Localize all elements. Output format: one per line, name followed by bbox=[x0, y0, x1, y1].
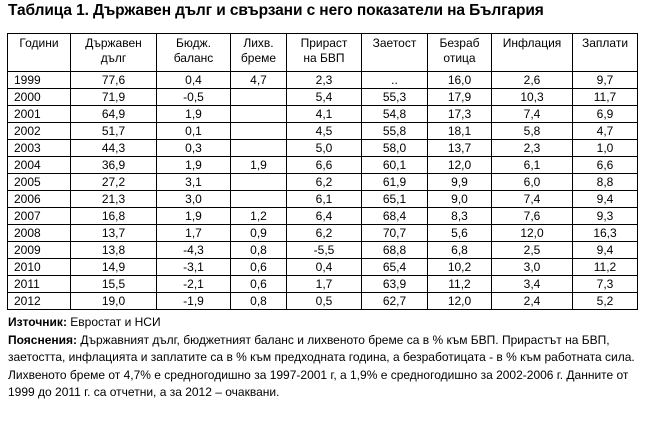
value-cell-public-debt: 16,8 bbox=[71, 208, 157, 225]
value-cell-wages: 8,8 bbox=[573, 174, 638, 191]
value-cell-budget-balance: 1,9 bbox=[157, 157, 231, 174]
value-cell-budget-balance: -1,9 bbox=[157, 293, 231, 310]
value-cell-inflation: 2,5 bbox=[492, 242, 573, 259]
table-row bbox=[8, 191, 638, 208]
table-row bbox=[8, 259, 638, 276]
value-cell-inflation: 5,8 bbox=[492, 123, 573, 140]
table-row bbox=[8, 123, 638, 140]
value-cell-interest-burden: 0,8 bbox=[231, 242, 287, 259]
value-cell-wages: 5,2 bbox=[573, 293, 638, 310]
header-line: Заетост bbox=[372, 36, 417, 50]
value-cell-gdp-growth: 6,2 bbox=[287, 174, 362, 191]
value-cell-inflation: 7,4 bbox=[492, 191, 573, 208]
value-cell-unemployment: 13,7 bbox=[428, 140, 492, 157]
header-line: бреме bbox=[240, 51, 277, 65]
value-cell-employment: .. bbox=[362, 72, 428, 89]
header-employment bbox=[362, 34, 428, 72]
value-cell-gdp-growth: 5,4 bbox=[287, 89, 362, 106]
value-cell-employment: 65,4 bbox=[362, 259, 428, 276]
header-line: Прираст bbox=[300, 36, 348, 50]
value-cell-inflation: 6,1 bbox=[492, 157, 573, 174]
value-cell-unemployment: 11,2 bbox=[428, 276, 492, 293]
value-cell-interest-burden: 1,9 bbox=[231, 157, 287, 174]
value-cell-unemployment: 18,1 bbox=[428, 123, 492, 140]
table-row bbox=[8, 225, 638, 242]
year-cell: 2001 bbox=[8, 106, 71, 123]
source-text: Евростат и НСИ bbox=[66, 315, 161, 329]
header-unemployment bbox=[428, 34, 492, 72]
value-cell-employment: 62,7 bbox=[362, 293, 428, 310]
header-line: Години bbox=[19, 36, 59, 50]
value-cell-employment: 65,1 bbox=[362, 191, 428, 208]
value-cell-unemployment: 12,0 bbox=[428, 157, 492, 174]
value-cell-gdp-growth: 5,0 bbox=[287, 140, 362, 157]
header-line: Заплати bbox=[581, 36, 629, 50]
year-cell: 2002 bbox=[8, 123, 71, 140]
year-cell: 2008 bbox=[8, 225, 71, 242]
header-line: Държавен bbox=[85, 36, 142, 50]
value-cell-employment: 63,9 bbox=[362, 276, 428, 293]
year-cell: 2004 bbox=[8, 157, 71, 174]
value-cell-inflation: 3,4 bbox=[492, 276, 573, 293]
table-row bbox=[8, 242, 638, 259]
value-cell-gdp-growth: 4,1 bbox=[287, 106, 362, 123]
value-cell-inflation: 10,3 bbox=[492, 89, 573, 106]
header-line: на БВП bbox=[303, 51, 345, 65]
header-line: Бюдж. bbox=[176, 36, 211, 50]
value-cell-budget-balance: 1,9 bbox=[157, 208, 231, 225]
value-cell-public-debt: 36,9 bbox=[71, 157, 157, 174]
value-cell-unemployment: 9,9 bbox=[428, 174, 492, 191]
header-wages bbox=[573, 34, 638, 72]
year-cell: 2011 bbox=[8, 276, 71, 293]
year-cell: 1999 bbox=[8, 72, 71, 89]
value-cell-budget-balance: -0,5 bbox=[157, 89, 231, 106]
value-cell-public-debt: 19,0 bbox=[71, 293, 157, 310]
value-cell-unemployment: 10,2 bbox=[428, 259, 492, 276]
value-cell-inflation: 6,0 bbox=[492, 174, 573, 191]
value-cell-interest-burden bbox=[231, 191, 287, 208]
header-gdp-growth bbox=[287, 34, 362, 72]
value-cell-public-debt: 21,3 bbox=[71, 191, 157, 208]
value-cell-wages: 16,3 bbox=[573, 225, 638, 242]
value-cell-interest-burden bbox=[231, 140, 287, 157]
value-cell-gdp-growth: 6,6 bbox=[287, 157, 362, 174]
notes bbox=[8, 314, 638, 402]
value-cell-interest-burden bbox=[231, 89, 287, 106]
table-row bbox=[8, 293, 638, 310]
table-row bbox=[8, 140, 638, 157]
value-cell-inflation: 7,6 bbox=[492, 208, 573, 225]
source-note bbox=[8, 314, 638, 332]
year-cell: 2010 bbox=[8, 259, 71, 276]
table-row bbox=[8, 174, 638, 191]
value-cell-gdp-growth: 4,5 bbox=[287, 123, 362, 140]
header-line: отица bbox=[443, 51, 476, 65]
value-cell-public-debt: 13,8 bbox=[71, 242, 157, 259]
header-line: дълг bbox=[100, 51, 127, 65]
value-cell-gdp-growth: 6,2 bbox=[287, 225, 362, 242]
header-interest-burden bbox=[231, 34, 287, 72]
value-cell-inflation: 2,3 bbox=[492, 140, 573, 157]
explanation-note bbox=[8, 332, 638, 402]
value-cell-unemployment: 17,3 bbox=[428, 106, 492, 123]
value-cell-unemployment: 9,0 bbox=[428, 191, 492, 208]
value-cell-public-debt: 64,9 bbox=[71, 106, 157, 123]
value-cell-employment: 68,8 bbox=[362, 242, 428, 259]
value-cell-budget-balance: -2,1 bbox=[157, 276, 231, 293]
value-cell-employment: 60,1 bbox=[362, 157, 428, 174]
value-cell-unemployment: 5,6 bbox=[428, 225, 492, 242]
value-cell-unemployment: 17,9 bbox=[428, 89, 492, 106]
value-cell-budget-balance: -4,3 bbox=[157, 242, 231, 259]
source-label: Източник: bbox=[8, 315, 67, 329]
value-cell-interest-burden: 1,2 bbox=[231, 208, 287, 225]
year-cell: 2006 bbox=[8, 191, 71, 208]
table-body bbox=[8, 72, 638, 310]
value-cell-wages: 1,0 bbox=[573, 140, 638, 157]
value-cell-budget-balance: 1,7 bbox=[157, 225, 231, 242]
value-cell-gdp-growth: 0,4 bbox=[287, 259, 362, 276]
value-cell-interest-burden: 0,6 bbox=[231, 276, 287, 293]
value-cell-inflation: 3,0 bbox=[492, 259, 573, 276]
value-cell-employment: 70,7 bbox=[362, 225, 428, 242]
value-cell-wages: 9,3 bbox=[573, 208, 638, 225]
value-cell-budget-balance: 0,3 bbox=[157, 140, 231, 157]
header-years bbox=[8, 34, 71, 72]
value-cell-gdp-growth: 2,3 bbox=[287, 72, 362, 89]
header-line: баланс bbox=[173, 51, 214, 65]
header-inflation bbox=[492, 34, 573, 72]
value-cell-employment: 58,0 bbox=[362, 140, 428, 157]
value-cell-wages: 7,3 bbox=[573, 276, 638, 293]
value-cell-budget-balance: -3,1 bbox=[157, 259, 231, 276]
value-cell-interest-burden: 4,7 bbox=[231, 72, 287, 89]
value-cell-budget-balance: 0,1 bbox=[157, 123, 231, 140]
value-cell-inflation: 12,0 bbox=[492, 225, 573, 242]
value-cell-unemployment: 12,0 bbox=[428, 293, 492, 310]
value-cell-gdp-growth: 0,5 bbox=[287, 293, 362, 310]
value-cell-budget-balance: 3,1 bbox=[157, 174, 231, 191]
value-cell-wages: 9,4 bbox=[573, 191, 638, 208]
year-cell: 2005 bbox=[8, 174, 71, 191]
value-cell-interest-burden bbox=[231, 123, 287, 140]
value-cell-wages: 9,7 bbox=[573, 72, 638, 89]
value-cell-employment: 55,8 bbox=[362, 123, 428, 140]
table-title: Таблица 1. Държавен дълг и свързани с него показатели на България bbox=[8, 2, 544, 19]
value-cell-employment: 68,4 bbox=[362, 208, 428, 225]
value-cell-interest-burden bbox=[231, 106, 287, 123]
header-line: Инфлация bbox=[502, 36, 562, 50]
value-cell-inflation: 2,6 bbox=[492, 72, 573, 89]
year-cell: 2007 bbox=[8, 208, 71, 225]
year-cell: 2012 bbox=[8, 293, 71, 310]
year-cell: 2009 bbox=[8, 242, 71, 259]
year-cell: 2000 bbox=[8, 89, 71, 106]
value-cell-employment: 61,9 bbox=[362, 174, 428, 191]
value-cell-gdp-growth: 6,4 bbox=[287, 208, 362, 225]
header-line: Лихв. bbox=[243, 36, 274, 50]
value-cell-unemployment: 16,0 bbox=[428, 72, 492, 89]
value-cell-interest-burden bbox=[231, 174, 287, 191]
value-cell-gdp-growth: -5,5 bbox=[287, 242, 362, 259]
header-line: Безраб bbox=[439, 36, 480, 50]
value-cell-unemployment: 6,8 bbox=[428, 242, 492, 259]
year-cell: 2003 bbox=[8, 140, 71, 157]
value-cell-employment: 55,3 bbox=[362, 89, 428, 106]
value-cell-interest-burden: 0,9 bbox=[231, 225, 287, 242]
value-cell-wages: 9,4 bbox=[573, 242, 638, 259]
table-row bbox=[8, 157, 638, 174]
value-cell-inflation: 7,4 bbox=[492, 106, 573, 123]
value-cell-public-debt: 14,9 bbox=[71, 259, 157, 276]
header-budget-balance bbox=[157, 34, 231, 72]
value-cell-wages: 6,9 bbox=[573, 106, 638, 123]
value-cell-interest-burden: 0,6 bbox=[231, 259, 287, 276]
value-cell-interest-burden: 0,8 bbox=[231, 293, 287, 310]
value-cell-public-debt: 51,7 bbox=[71, 123, 157, 140]
value-cell-budget-balance: 0,4 bbox=[157, 72, 231, 89]
value-cell-employment: 54,8 bbox=[362, 106, 428, 123]
value-cell-public-debt: 13,7 bbox=[71, 225, 157, 242]
indicators-table bbox=[7, 33, 638, 310]
table-row bbox=[8, 276, 638, 293]
value-cell-public-debt: 27,2 bbox=[71, 174, 157, 191]
table-header-row bbox=[8, 34, 638, 72]
value-cell-unemployment: 8,3 bbox=[428, 208, 492, 225]
value-cell-public-debt: 77,6 bbox=[71, 72, 157, 89]
explanation-label: Пояснения: bbox=[8, 332, 78, 347]
table-row bbox=[8, 89, 638, 106]
value-cell-inflation: 2,4 bbox=[492, 293, 573, 310]
table-row bbox=[8, 208, 638, 225]
value-cell-budget-balance: 3,0 bbox=[157, 191, 231, 208]
explanation-text: Държавният дълг, бюджетният баланс и лихвеното бреме са в % към БВП. Прирастът на БВП, заетостта, инфлацията и заплатите са в % към предходната година, а безработицата - в % към работната сила. Лихвеното бреме от 4,7% е средногодишно за 1997-2001 г, а 1,9% е средногодишно за 2002-2006 г. Данните от 1999 до 2011 г. са отчетни, а за 2012 – очаквани. bbox=[8, 332, 635, 400]
table-row bbox=[8, 106, 638, 123]
value-cell-public-debt: 71,9 bbox=[71, 89, 157, 106]
value-cell-wages: 4,7 bbox=[573, 123, 638, 140]
value-cell-budget-balance: 1,9 bbox=[157, 106, 231, 123]
value-cell-public-debt: 15,5 bbox=[71, 276, 157, 293]
value-cell-gdp-growth: 1,7 bbox=[287, 276, 362, 293]
header-public-debt bbox=[71, 34, 157, 72]
value-cell-wages: 6,6 bbox=[573, 157, 638, 174]
value-cell-gdp-growth: 6,1 bbox=[287, 191, 362, 208]
table-row bbox=[8, 72, 638, 89]
value-cell-wages: 11,2 bbox=[573, 259, 638, 276]
value-cell-public-debt: 44,3 bbox=[71, 140, 157, 157]
value-cell-wages: 11,7 bbox=[573, 89, 638, 106]
